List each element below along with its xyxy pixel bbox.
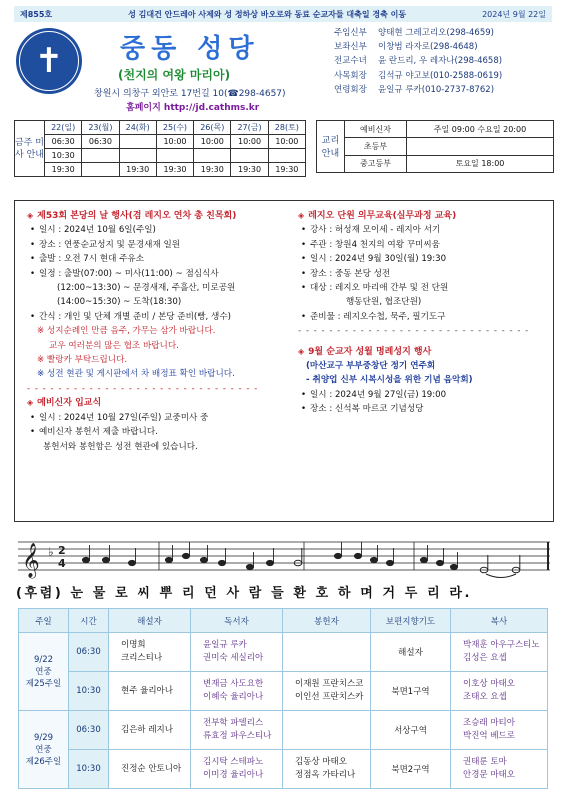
notices-right xyxy=(298,209,548,417)
notice-item: • 일시 : 2024년 9월 27일(금) 19:00 xyxy=(298,388,548,402)
divider: - - - - - - - - - - - - - - - - - - - - - - - - - - - - - - xyxy=(298,326,530,337)
notice-title: ◈ 레지오 단원 의무교육(실무과정 교육) xyxy=(298,209,548,223)
notice-item: • 장소 : 중동 본당 성전 xyxy=(298,267,548,281)
time-signature: 2 xyxy=(58,544,66,557)
table-row: 10:30 현주 율리아나 변재금 사도요한 이혜숙 율리아나 이재원 프란치스코 이인선 프란치스카 북면1구역 이호상 마태오 조태오 요셉 xyxy=(19,672,548,711)
diamond-icon: ◈ xyxy=(27,398,34,408)
staff-row: 전교수녀 윤 란드리, 우 레자나(298-4658) xyxy=(334,56,503,67)
notice-subline: 행동단원, 협조단원) xyxy=(346,297,422,308)
education-table: 교리 안내 예비신자 주일 09:00 수요일 20:00 초등부 중고등부 토요일 18:00 xyxy=(316,120,554,173)
mass-row: 19:30 19:30 19:30 19:30 19:30 19:30 xyxy=(15,163,306,177)
notice-item: • 출발 : 오전 7시 현대 주유소 xyxy=(27,252,293,266)
notice-title: ◈ 9월 순교자 성월 명례성지 행사 xyxy=(298,345,548,359)
column-header: 시간 xyxy=(69,609,109,633)
notice-item: • 예비신자 봉헌서 제출 바랍니다. xyxy=(27,425,293,439)
notice-item: • 대상 : 레지오 마리애 간부 및 전 단원 xyxy=(298,281,548,295)
table-row: 10:30 진정순 안토니아 김시탁 스테파노 이미경 율리아나 김동상 마태오 정점옥 가타리나 북면2구역 권태룬 토마 안경문 마태오 xyxy=(19,750,548,789)
notice-subline: (14:00~15:30) ~ 도착(18:30) xyxy=(57,297,182,308)
staff-list xyxy=(334,26,558,97)
notice-note: ※ 빨랑카 부탁드립니다. xyxy=(37,355,128,366)
notice-title: ◈ 제53회 본당의 날 행사(겸 레지오 연차 총 친목회) xyxy=(27,209,293,223)
column-header: 보편지향기도 xyxy=(371,609,451,633)
notices-left xyxy=(27,209,293,454)
staff-row: 연령회장 윤일규 루카(010-2737-8762) xyxy=(334,84,495,95)
notice-note: ※ 성전 현관 및 게시판에서 차 배정표 확인 바랍니다. xyxy=(37,369,235,380)
column-header: 독서자 xyxy=(191,609,283,633)
column-header: 복사 xyxy=(451,609,548,633)
diamond-icon: ◈ xyxy=(298,346,305,356)
mass-label: 금주 미사 안내 xyxy=(15,121,45,177)
parish-subtitle: (천지의 여왕 마리아) xyxy=(118,68,231,82)
notice-subline: (12:00~13:30) ~ 문경새재, 주흘산, 미로공원 xyxy=(57,283,236,294)
table-row: 9/22 연중 제25주일 06:30 이명희 크리스티나 윤일규 루카 권미숙 세실리아 해설자 박재훈 아우구스티노 김성은 요셉 xyxy=(19,633,548,672)
column-header: 주일 xyxy=(19,609,69,633)
headline: 성 김대건 안드레아 사제와 성 정하상 바오로와 동료 순교자들 대축일 경축 이동 xyxy=(128,9,407,19)
svg-text:4: 4 xyxy=(58,557,66,570)
notice-item: • 일시 : 2024년 9월 30일(월) 19:30 xyxy=(298,252,548,266)
homepage-link[interactable]: 홈페이지 http://jd.cathms.kr xyxy=(126,103,260,113)
notice-item: • 일시 : 2024년 10월 6일(주일) xyxy=(27,223,293,237)
notice-note: 교우 여러분의 많은 협조 바랍니다. xyxy=(49,340,179,351)
issue-number: 제855호 xyxy=(20,9,53,19)
notice-item: • 준비물 : 레지오수첩, 묵주, 필기도구 xyxy=(298,310,548,324)
sunday-date: 9/22 연중 제25주일 xyxy=(19,633,69,711)
parish-logo: ✝ xyxy=(16,28,82,94)
notice-item: • 일정 : 출발(07:00) ~ 미사(11:00) ~ 점심식사 xyxy=(27,267,293,281)
flat-icon: ♭ xyxy=(48,545,54,559)
parish-name: 중동 성당 xyxy=(120,34,260,64)
diamond-icon: ◈ xyxy=(298,211,305,220)
mass-row: 06:30 06:30 10:00 10:00 10:00 10:00 xyxy=(15,135,306,149)
table-row: 9/29 연중 제26주일 06:30 김은하 레지나 전부학 파델리스 류효정 파우스티나 서상구역 조승래 마티아 박진억 베드로 xyxy=(19,711,548,750)
mass-row: 10:30 xyxy=(15,149,306,163)
treble-clef-icon: 𝄞 xyxy=(22,543,40,578)
notice-subline: 봉헌서와 봉헌함은 성전 현관에 있습니다. xyxy=(43,441,198,452)
notice-title: ◈ 예비신자 입교식 xyxy=(27,396,293,410)
notice-item: • 장소 : 연풍순교성지 및 문경새재 일원 xyxy=(27,238,293,252)
column-header: 해설자 xyxy=(109,609,191,633)
notice-item: • 주관 : 창원4 천지의 여왕 꾸미씨움 xyxy=(298,238,548,252)
notice-item: • 강사 : 허성재 모이세 - 레지아 서기 xyxy=(298,223,548,237)
notice-note: ※ 성지순례인 만큼 음주, 가무는 삼가 바랍니다. xyxy=(37,326,216,337)
notice-item: • 장소 : 신석복 마르코 기념성당 xyxy=(298,402,548,416)
column-header: 봉헌자 xyxy=(283,609,371,633)
staff-row: 주임신부 양태현 그레고리오(298-4659) xyxy=(334,28,494,38)
notices-box xyxy=(14,200,554,522)
hymn-lyrics: (후렴) 눈 물 로 씨 뿌 리 던 사 람 들 환 호 하 며 거 두 리 라. xyxy=(16,586,473,601)
top-banner xyxy=(14,6,552,22)
notice-item: • 일시 : 2024년 10월 27일(주일) 교중미사 중 xyxy=(27,411,293,425)
education-label: 교리 안내 xyxy=(317,121,345,173)
parish-address: 창원시 의창구 외안로 17번길 10(☎298-4657) xyxy=(94,89,286,99)
notice-item: • 간식 : 개인 및 단체 개별 준비 / 본당 준비(빵, 생수) xyxy=(27,310,293,324)
liturgy-roster-table xyxy=(18,608,548,789)
sunday-date: 9/29 연중 제26주일 xyxy=(19,711,69,789)
mass-schedule-table: 금주 미사 안내 22(일) 23(월) 24(화) 25(수) 26(목) 27(금) 28(토) 06:30 06:30 10:00 10:00 10:00 10:00 10:30 19:30 19:30 19:30 19:30 19:30 19:30 xyxy=(14,120,306,177)
notice-subline: (마산교구 부부중창단 정기 연주회 xyxy=(306,361,436,372)
divider: - - - - - - - - - - - - - - - - - - - - - - - - - - - - - - xyxy=(27,383,259,394)
diamond-icon: ◈ xyxy=(27,211,34,220)
notice-subline: - 취양업 신부 시복시성을 위한 기념 음악회) xyxy=(306,375,473,386)
staff-row: 보좌신부 이창범 라자로(298-4648) xyxy=(334,42,478,53)
issue-date: 2024년 9월 22일 xyxy=(482,9,546,19)
staff-row: 사목회장 김석규 야고보(010-2588-0619) xyxy=(334,70,503,81)
